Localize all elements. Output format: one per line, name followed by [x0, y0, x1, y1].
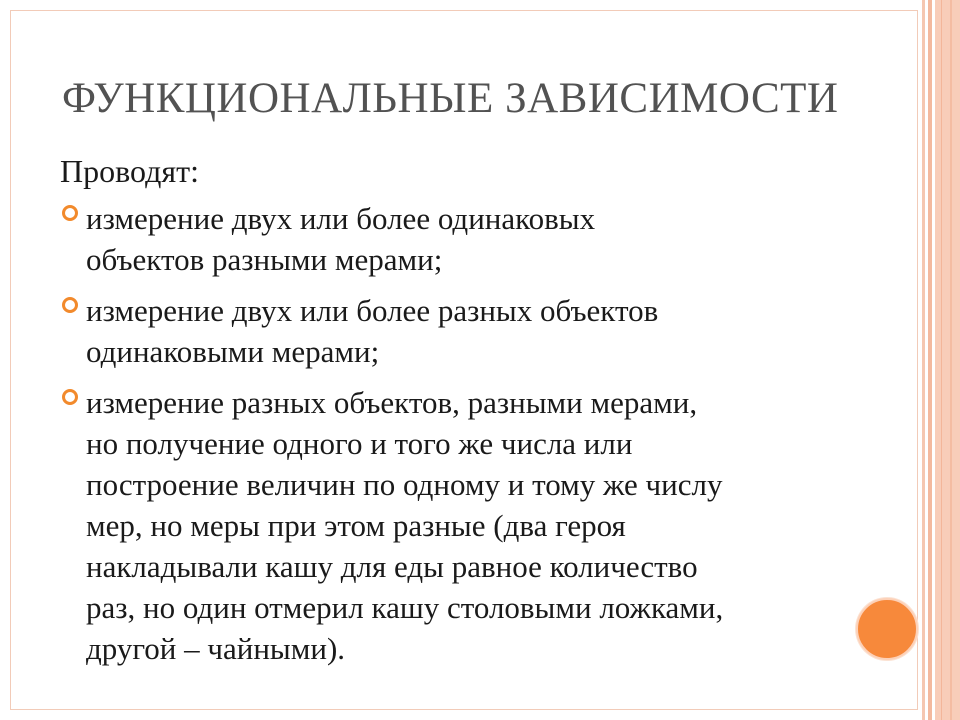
bullet-item	[60, 382, 910, 669]
orange-circle-icon	[856, 598, 918, 660]
bullet-list	[60, 198, 910, 679]
slide-title: ФУНКЦИОНАЛЬНЫЕ ЗАВИСИМОСТИ	[62, 75, 839, 122]
decor-stripe	[928, 0, 932, 720]
ring-bullet-icon	[62, 389, 78, 405]
decor-stripe	[950, 0, 952, 720]
ring-bullet-icon	[62, 297, 78, 313]
ring-bullet-icon	[62, 205, 78, 221]
bullet-text: измерение двух или более одинаковых объектов разными мерами;	[86, 201, 596, 277]
intro-text: Проводят:	[60, 153, 199, 189]
bullet-text: измерение двух или более разных объектов одинаковыми мерами;	[86, 293, 659, 369]
decor-stripe	[941, 0, 942, 720]
decor-stripe	[935, 0, 960, 720]
decor-stripe	[922, 0, 925, 720]
bullet-item	[60, 290, 910, 372]
bullet-text: измерение разных объектов, разными мерами, но получение одного и того же числа или построение величин по одному и тому же числу мер, но меры при этом разные (два героя накладывали кашу для еды равное количество раз, но один отмерил кашу столовыми ложками, другой – чайными).	[86, 385, 724, 666]
bullet-item	[60, 198, 910, 280]
